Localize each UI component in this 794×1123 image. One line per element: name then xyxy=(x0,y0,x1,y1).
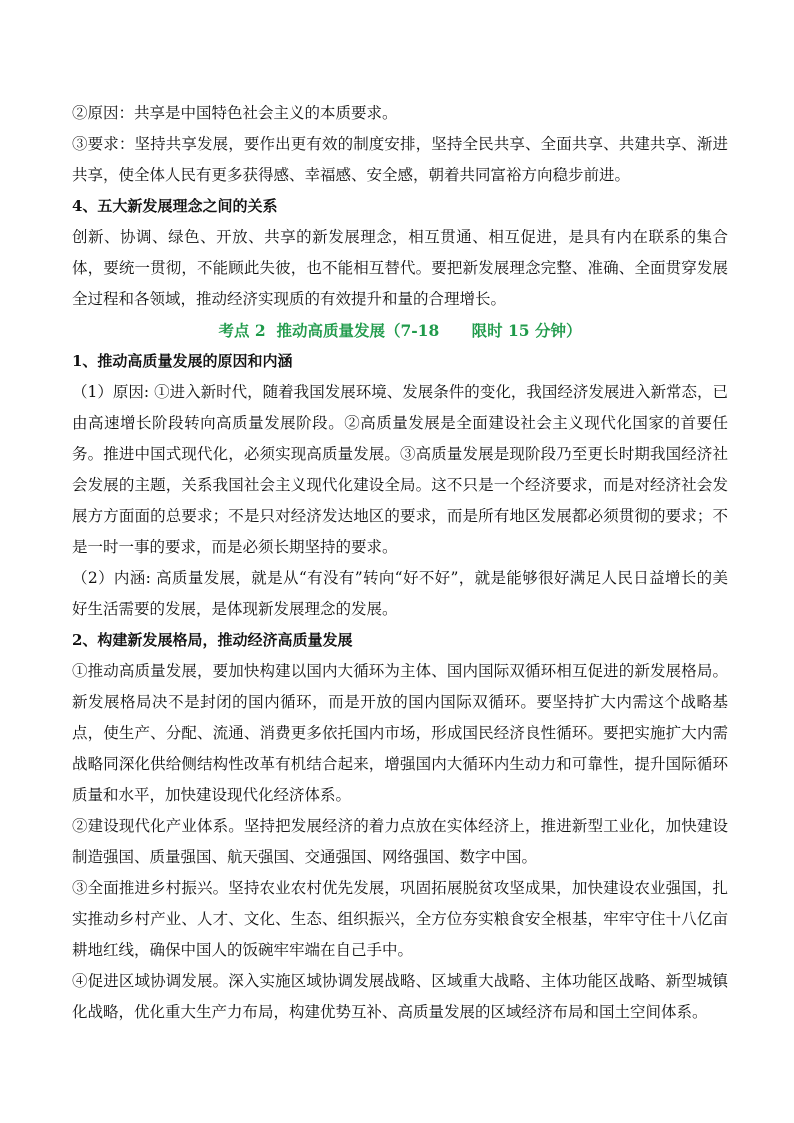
para-share-reason: ②原因：共享是中国特色社会主义的本质要求。 xyxy=(72,104,398,122)
section-title-text: 考点 2 推动高质量发展（7-18 限时 15 分钟） xyxy=(218,321,582,340)
para-rural-revitalization: ③全面推进乡村振兴。坚持农业农村优先发展，巩固拓展脱贫攻坚成果，加快建设农业强国，扎实推动乡村产业、人才、文化、生态、组织振兴，全方位夯实粮食安全根基，牢牢守住十八亿亩耕地红线，确保中国人的饭碗牢牢端在自己手中。 xyxy=(72,879,728,959)
para-five-concepts-body: 创新、协调、绿色、开放、共享的新发展理念，相互贯通、相互促进，是具有内在联系的集合体，要统一贯彻，不能顾此失彼，也不能相互替代。要把新发展理念完整、准确、全面贯穿发展全过程和各领域，推动经济实现质的有效提升和量的合理增长。 xyxy=(72,228,728,308)
para-meaning: （2）内涵: 高质量发展，就是从“有没有”转向“好不好”，就是能够很好满足人民日益增长的美好生活需要的发展，是体现新发展理念的发展。 xyxy=(72,569,728,618)
para-new-pattern: ①推动高质量发展，要加快构建以国内大循环为主体、国内国际双循环相互促进的新发展格局。新发展格局决不是封闭的国内循环，而是开放的国内国际双循环。要坚持扩大内需这个战略基点，使生产、分配、流通、消费更多依托国内市场，形成国民经济良性循环。要把实施扩大内需战略同深化供给侧结构性改革有机结合起来，增强国内大循环内生动力和可靠性，提升国际循环质量和水平，加快建设现代化经济体系。 xyxy=(72,662,728,804)
heading-five-concepts-relation: 4、五大新发展理念之间的关系 xyxy=(72,197,278,215)
para-industry-system: ②建设现代化产业体系。坚持把发展经济的着力点放在实体经济上，推进新型工业化，加快建设制造强国、质量强国、航天强国、交通强国、网络强国、数字中国。 xyxy=(72,817,728,866)
heading-reason-and-meaning: 1、推动高质量发展的原因和内涵 xyxy=(72,352,293,370)
document-body xyxy=(72,98,728,1028)
para-reason: （1）原因: ①进入新时代，随着我国发展环境、发展条件的变化，我国经济发展进入新常态，已由高速增长阶段转向高质量发展阶段。②高质量发展是全面建设社会主义现代化国家的首要任务。推进中国式现代化，必须实现高质量发展。③高质量发展是现阶段乃至更长时期我国经济社会发展的主题，关系我国社会主义现代化建设全局。这不只是一个经济要求，而是对经济社会发展方方面面的总要求；不是只对经济发达地区的要求，而是所有地区发展都必须贯彻的要求；不是一时一事的要求，而是必须长期坚持的要求。 xyxy=(72,383,728,556)
para-share-requirement: ③要求：坚持共享发展，要作出更有效的制度安排，坚持全民共享、全面共享、共建共享、渐进共享，使全体人民有更多获得感、幸福感、安全感，朝着共同富裕方向稳步前进。 xyxy=(72,135,728,184)
heading-new-pattern: 2、构建新发展格局，推动经济高质量发展 xyxy=(72,631,353,649)
para-regional-coordination: ④促进区域协调发展。深入实施区域协调发展战略、区域重大战略、主体功能区战略、新型城镇化战略，优化重大生产力布局，构建优势互补、高质量发展的区域经济布局和国土空间体系。 xyxy=(72,972,728,1021)
section-title-kaodian-2 xyxy=(72,315,728,346)
